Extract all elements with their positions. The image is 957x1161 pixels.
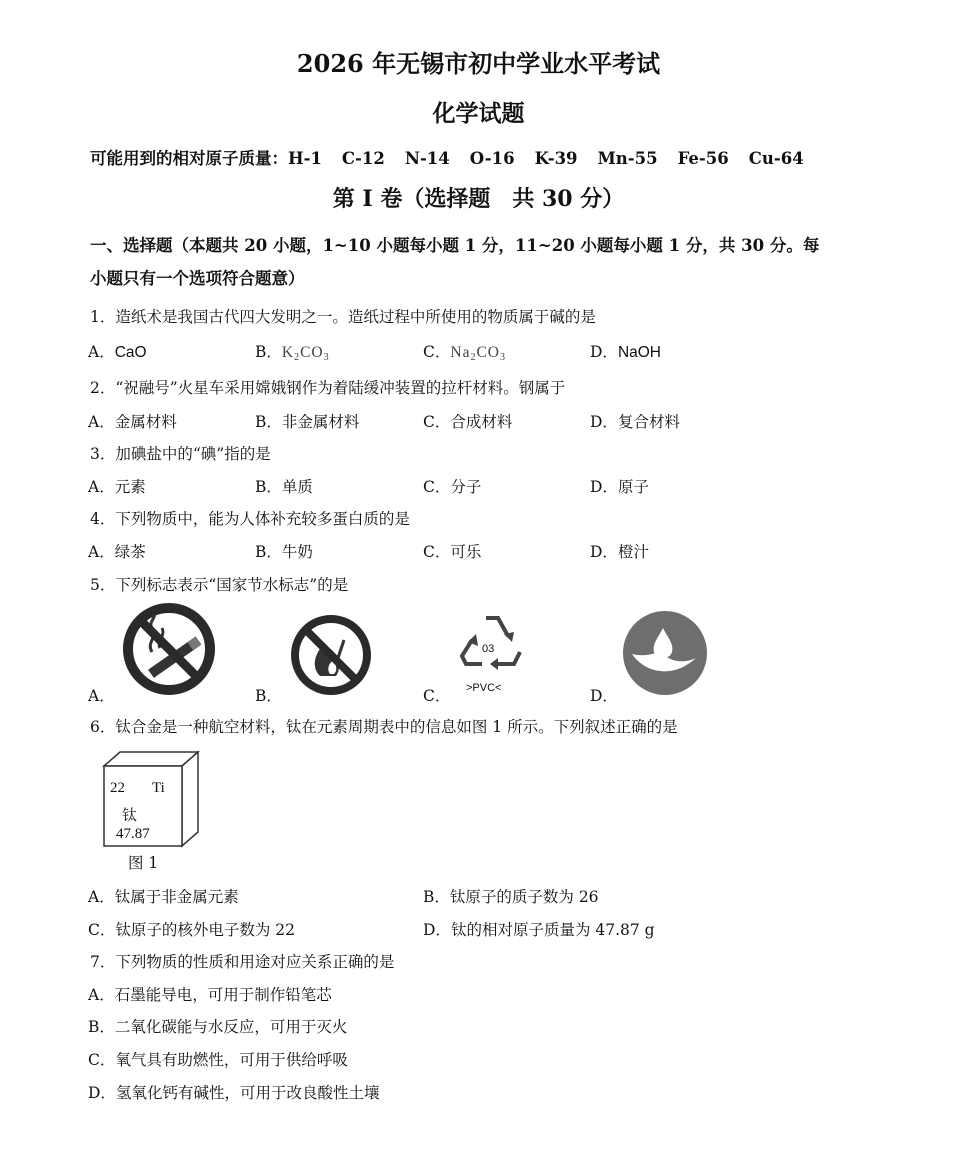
option-text: CaO: [114, 344, 147, 361]
option-c-letter: C．: [423, 687, 451, 705]
no-smoking-sign-icon: [122, 602, 216, 696]
element-symbol: Ti: [152, 780, 165, 796]
atomic-mass-item: Fe-56: [677, 149, 729, 168]
part-heading-line1: 一、选择题（本题共 20 小题，1~10 小题每小题 1 分，11~20 小题每小题 1 分，共 30 分。每: [90, 236, 820, 255]
option-b: B．二氧化碳能与水反应，可用于灭火: [88, 1018, 348, 1036]
option-a-letter: A．: [88, 687, 115, 705]
option-c: C．氧气具有助燃性，可用于供给呼吸: [88, 1051, 348, 1069]
option-d: D．复合材料: [590, 413, 680, 431]
option-b: B．牛奶: [255, 543, 313, 561]
atomic-mass-item: Cu-64: [748, 149, 804, 168]
option-a: A．金属材料: [88, 413, 177, 431]
atomic-mass: 47.87: [116, 826, 150, 842]
option-a: A．钛属于非金属元素: [88, 888, 239, 906]
question-stem: 1．造纸术是我国古代四大发明之一。造纸过程中所使用的物质属于碱的是: [90, 308, 596, 326]
atomic-mass-item: K-39: [534, 149, 578, 168]
option-a: A．CaO: [88, 343, 147, 361]
option-d-letter: D．: [590, 687, 618, 705]
atomic-mass-item: Mn-55: [597, 149, 658, 168]
atomic-mass-item: N-14: [404, 149, 450, 168]
option-a: A．元素: [88, 478, 146, 496]
option-row: [88, 475, 788, 499]
option-b: B．$K_2CO_3$: [255, 343, 330, 363]
atomic-mass-item: H-1: [288, 149, 322, 168]
option-b-letter: B．: [255, 687, 282, 705]
question-stem: 6．钛合金是一种航空材料，钛在元素周期表中的信息如图 1 所示。下列叙述正确的是: [90, 718, 678, 736]
option-row: [88, 340, 788, 364]
part-heading-line2: 小题只有一个选项符合题意）: [90, 269, 305, 288]
question-stem: 3．加碘盐中的“碘”指的是: [90, 445, 271, 463]
option-c: C．合成材料: [423, 413, 513, 431]
option-b: B．单质: [255, 478, 313, 496]
option-a: A．石墨能导电，可用于制作铅笔芯: [88, 986, 332, 1004]
question-stem: 7．下列物质的性质和用途对应关系正确的是: [90, 953, 395, 971]
exam-subtitle: 化学试题: [432, 100, 525, 127]
option-text: NaOH: [617, 344, 662, 361]
atomic-mass-line: [90, 145, 824, 169]
option-a: A．绿茶: [88, 543, 146, 561]
recycle-label: >PVC<: [466, 682, 502, 694]
atomic-mass-item: C-12: [341, 149, 385, 168]
option-d: D．原子: [590, 478, 649, 496]
atomic-mass-label: 可能用到的相对原子质量：: [90, 149, 288, 168]
option-d: D．橙汁: [590, 543, 649, 561]
option-b: B．非金属材料: [255, 413, 360, 431]
option-b: B．钛原子的质子数为 26: [423, 888, 599, 906]
question-stem: 4．下列物质中，能为人体补充较多蛋白质的是: [90, 510, 410, 528]
pvc-recycling-sign: [452, 612, 532, 702]
formula: $K_2CO_3$: [281, 344, 330, 363]
option-c: C．$Na_2CO_3$: [423, 343, 506, 363]
question-stem: 2．“祝融号”火星车采用嫦娥钢作为着陆缓冲装置的拉杆材料。钢属于: [90, 379, 566, 397]
exam-title: 2026 年无锡市初中学业水平考试: [296, 49, 661, 78]
atomic-number: 22: [110, 780, 125, 796]
option-c: C．钛原子的核外电子数为 22: [88, 921, 296, 939]
figure-caption: 图 1: [128, 854, 159, 872]
option-row: [88, 540, 788, 564]
option-c: C．分子: [423, 478, 482, 496]
recycle-number: 03: [482, 643, 495, 655]
element-name: 钛: [122, 806, 138, 824]
question-stem: 5．下列标志表示“国家节水标志”的是: [90, 576, 349, 594]
option-row: [88, 410, 788, 434]
formula: $Na_2CO_3$: [450, 344, 506, 363]
option-d: D．钛的相对原子质量为 47.87 g: [423, 921, 655, 939]
atomic-mass-item: O-16: [469, 149, 515, 168]
option-d: D．NaOH: [590, 343, 662, 361]
no-fire-sign-icon: [290, 614, 372, 696]
element-card-figure: [100, 750, 205, 850]
option-c: C．可乐: [423, 543, 482, 561]
water-saving-sign-icon: [622, 610, 708, 696]
section-title: 第 I 卷（选择题 共 30 分）: [332, 186, 625, 212]
option-d: D．氢氧化钙有碱性，可用于改良酸性土壤: [88, 1084, 380, 1102]
